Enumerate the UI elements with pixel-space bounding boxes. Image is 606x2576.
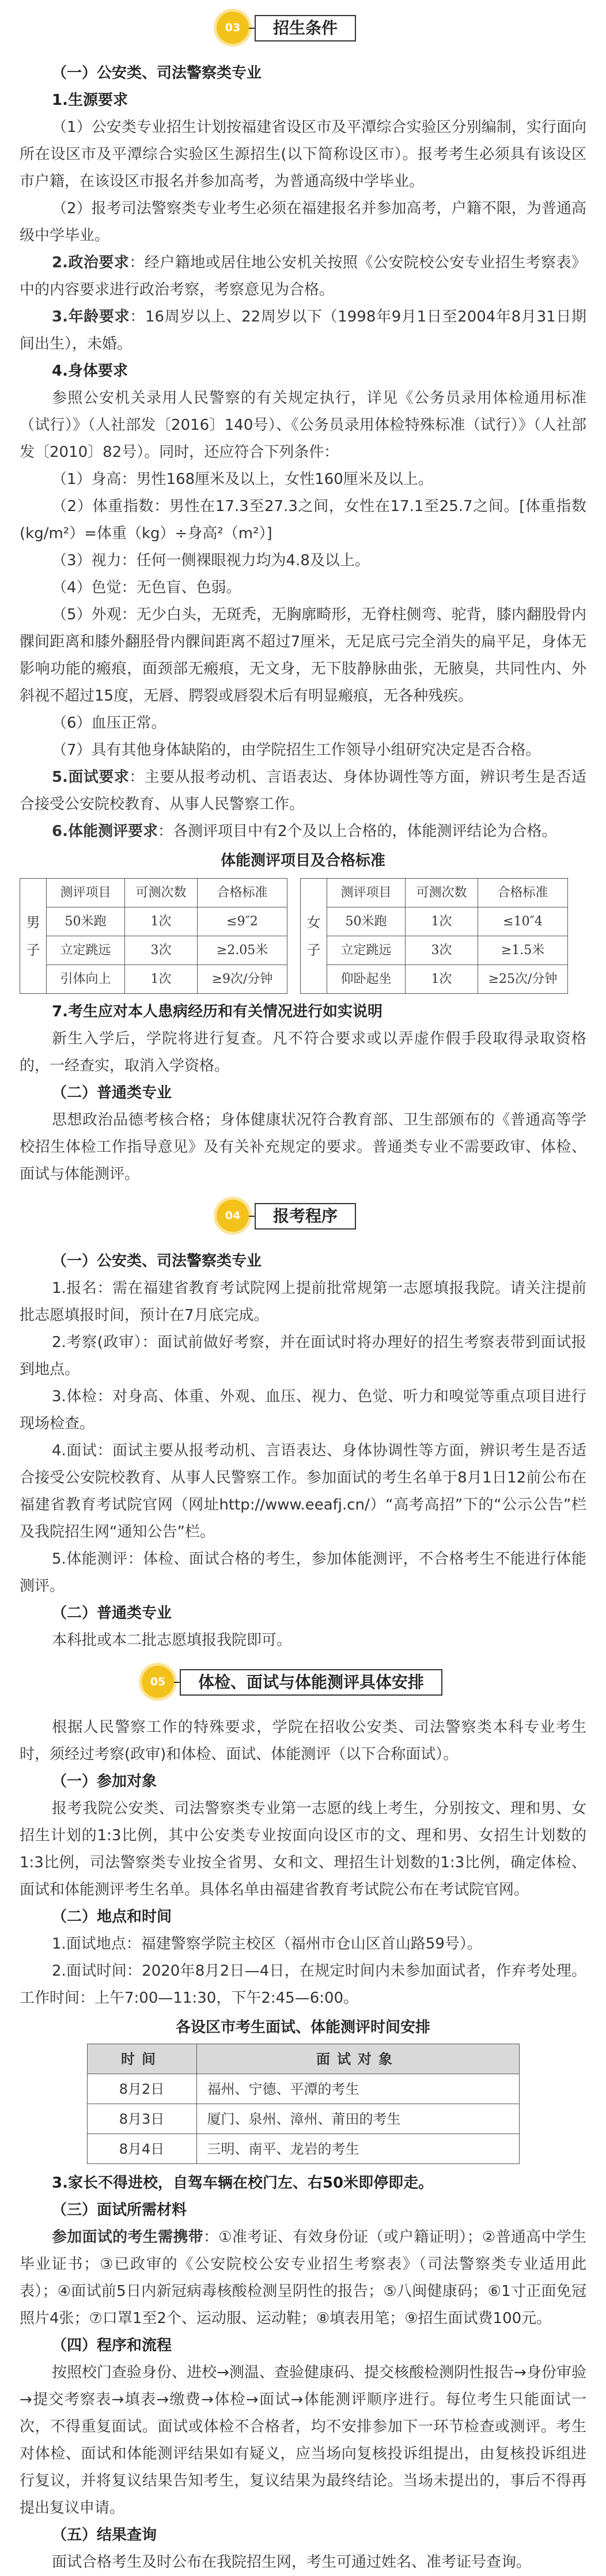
table-header: 面试对象 <box>196 2044 519 2074</box>
paragraph: （2）报考司法警察类专业考生必须在福建报名并参加高考，户籍不限，为普通高级中学毕业。 <box>20 200 586 244</box>
page <box>0 12 606 2571</box>
fitness-tables <box>20 878 586 994</box>
paragraph: 本科批或本二批志愿填报我院即可。 <box>52 1632 292 1649</box>
heading: （四）程序和流程 <box>52 2337 172 2354</box>
heading: （二）普通类专业 <box>52 1605 172 1622</box>
paragraph: 4.面试：面试主要从报考动机、言语表达、身体协调性等方面，辨识考生是否适合接受公安院校教育、从事人民警察工作。参加面试的考生名单于8月1日12前公布在福建省教育考试院官网（网址http://www.eeafj.cn/）“高考高招”下的“公示公告”栏及我院招生网“通知公告”栏。 <box>20 1442 586 1541</box>
paragraph: 参加面试的考生需携带：①准考证、有效身份证（或户籍证明）；②普通高中学生毕业证书；③已政审的《公安院校公安专业招生考察表》（司法警察类专业适用此表）；④面试前5日内新冠病毒核酸检测呈阴性的报告；⑤八闽健康码；⑥1寸正面免冠照片4张；⑦口罩1至2个、运动服、运动鞋；⑧填表用笔；⑨招生面试费100元。 <box>20 2229 586 2327</box>
table-header: 时间 <box>87 2044 196 2074</box>
label: 5.面试要求 <box>52 769 130 786</box>
heading: （一）公安类、司法警察类专业 <box>52 65 262 82</box>
table-row: 立定跳远 3次 ≥2.05米 <box>20 936 287 965</box>
paragraph: （3）视力：任何一侧裸眼视力均为4.8及以上。 <box>52 552 370 569</box>
paragraph: 1.报名：需在福建省教育考试院网上提前批常规第一志愿填报我院。请关注提前批志愿填报时间，预计在7月底完成。 <box>20 1280 586 1324</box>
heading: （一）公安类、司法警察类专业 <box>52 1253 262 1270</box>
table-row: 仰卧起坐 1次 ≥25次/分钟 <box>301 965 568 994</box>
section-banner-04 <box>217 1200 389 1233</box>
paragraph: （5）外观：无少白头，无斑秃，无胸廓畸形，无脊柱侧弯、驼背，膝内翻股骨内髁间距离和膝外翻胫骨内髁间距离不超过7厘米，无足底弓完全消失的扁平足，身体无影响功能的瘢痕，面颈部无瘢痕，无文身，无下肢静脉曲张，无腋臭，共同性内、外斜视不超过15度，无唇、腭裂或唇裂术后有明显瘢痕，无各种残疾。 <box>20 606 586 705</box>
table-row: 引体向上 1次 ≥9次/分钟 <box>20 965 287 994</box>
paragraph: 6.体能测评要求：各测评项目中有2个及以上合格的，体能测评结论为合格。 <box>52 823 557 840</box>
paragraph: 5.体能测评：体检、面试合格的考生，参加体能测评，不合格考生不能进行体能测评。 <box>20 1550 586 1595</box>
subheading: 1.生源要求 <box>52 92 128 109</box>
table-header: 合格标准 <box>478 879 568 907</box>
paragraph: 参照公安机关录用人民警察的有关规定执行，详见《公务员录用体检通用标准（试行）》（人社部发〔2016〕140号）、《公务员录用体检特殊标准（试行）》（人社部发〔2010〕82号）。同时，还应符合下列条件： <box>20 389 586 461</box>
paragraph: （4）色觉：无色盲、色弱。 <box>52 579 241 596</box>
paragraph: 新生入学后，学院将进行复查。凡不符合要求或以弄虚作假手段取得录取资格的，一经查实，取消入学资格。 <box>20 1030 586 1075</box>
section-title: 体检、面试与体能测评具体安排 <box>180 1669 442 1696</box>
section-number-badge: 04 <box>217 1200 249 1232</box>
table-header: 可测次数 <box>406 879 478 907</box>
subheading: 4.身体要求 <box>52 362 128 380</box>
label: 2.政治要求 <box>52 254 130 271</box>
subheading: 7.考生应对本人患病经历和有关情况进行如实说明 <box>52 1003 382 1020</box>
fitness-table-female <box>300 878 568 994</box>
paragraph: 2.考察(政审）：面试前做好考察，并在面试时将办理好的招生考察表带到面试报到地点。 <box>20 1334 586 1378</box>
paragraph: 面试合格考生及时公布在我院招生网，考生可通过姓名、准考证号查询。 <box>52 2554 532 2571</box>
table-row: 50米跑 1次 ≤9″2 <box>20 907 287 936</box>
table-row: 立定跳远 3次 ≥1.5米 <box>301 936 568 965</box>
section-banner-05 <box>142 1666 464 1699</box>
table-header: 测评项目 <box>47 879 125 907</box>
table-header: 测评项目 <box>327 879 406 907</box>
schedule-table-title: 各设区市考生面试、体能测评时间安排 <box>175 2019 430 2036</box>
paragraph: 3.家长不得进校，自驾车辆在校门左、右50米即停即走。 <box>52 2174 434 2192</box>
section-number-badge: 03 <box>217 12 249 44</box>
paragraph: 1.面试地点：福建警察学院主校区（福州市仓山区首山路59号）。 <box>52 1935 482 1953</box>
paragraph: 根据人民警察工作的特殊要求，学院在招收公安类、司法警察类本科专业考生时，须经过考察(政审)和体检、面试、体能测评（以下合称面试）。 <box>20 1719 586 1763</box>
paragraph: 2.面试时间：2020年8月2日—4日，在规定时间内未参加面试者，作弃考处理。工作时间：上午7:00—11:30，下午2:45—6:00。 <box>20 1962 586 2007</box>
label: 参加面试的考生需携带 <box>52 2229 203 2246</box>
paragraph: 2.政治要求：经户籍地或居住地公安机关按照《公安院校公安专业招生考察表》中的内容要求进行政治考察，考察意见为合格。 <box>20 254 586 298</box>
schedule-table <box>87 2044 520 2164</box>
table-row: 8月4日 三明、南平、龙岩的考生 <box>87 2134 519 2164</box>
heading: （二）地点和时间 <box>52 1908 172 1926</box>
gender-label: 女子 <box>301 879 327 994</box>
paragraph: （2）体重指数：男性在17.3至27.3之间，女性在17.1至25.7之间。[体重指数(kg/m²）=体重（kg）÷身高²（m²）] <box>20 498 586 542</box>
paragraph: （6）血压正常。 <box>52 714 166 732</box>
paragraph: 3.体检：对身高、体重、外观、血压、视力、色觉、听力和嗅觉等重点项目进行现场检查。 <box>20 1388 586 1432</box>
heading: （二）普通类专业 <box>52 1084 172 1102</box>
paragraph: （7）具有其他身体缺陷的，由学院招生工作领导小组研究决定是否合格。 <box>52 742 541 759</box>
label: 3.年龄要求 <box>52 308 130 326</box>
section-number-badge: 05 <box>142 1666 174 1698</box>
heading: （三）面试所需材料 <box>52 2201 187 2219</box>
fitness-table-male <box>20 878 287 994</box>
paragraph: 报考我院公安类、司法警察类专业第一志愿的线上考生，分别按文、理和男、女招生计划的1:3比例，其中公安类专业按面向设区市的文、理和男、女招生计划数的1:3比例，司法警察类专业按全省男、女和文、理招生计划数的1:3比例，确定体检、面试和体能测评考生名单。具体名单由福建省教育考试院公布在考试院官网。 <box>20 1800 586 1898</box>
table-row: 8月2日 福州、宁德、平潭的考生 <box>87 2074 519 2104</box>
table-header: 合格标准 <box>198 879 287 907</box>
label: 6.体能测评要求 <box>52 823 158 840</box>
section-title: 报考程序 <box>255 1203 356 1230</box>
section-banner-03 <box>217 12 389 45</box>
paragraph: 思想政治品德考核合格；身体健康状况符合教育部、卫生部颁布的《普通高等学校招生体检工作指导意见》及有关补充规定的要求。普通类专业不需要政审、体检、面试与体能测评。 <box>20 1111 586 1183</box>
paragraph: （1）身高：男性168厘米及以上，女性160厘米及以上。 <box>52 471 433 488</box>
heading: （五）结果查询 <box>52 2526 157 2544</box>
section-title: 招生条件 <box>255 15 356 41</box>
table-row: 8月3日 厦门、泉州、漳州、莆田的考生 <box>87 2104 519 2134</box>
table-header: 可测次数 <box>125 879 198 907</box>
paragraph: 按照校门查验身份、进校→测温、查验健康码、提交核酸检测阴性报告→身份审验→提交考察表→填表→缴费→体检→面试→体能测评顺序进行。每位考生只能面试一次，不得重复面试。面试或体检不合格者，均不安排参加下一环节检查或测评。考生对体检、面试和体能测评结果如有疑义，应当场向复核投诉组提出，由复核投诉组进行复议，并将复议结果告知考生，复议结果为最终结论。当场未提出的，事后不得再提出复议申请。 <box>20 2364 586 2517</box>
paragraph: 3.年龄要求：16周岁以上、22周岁以下（1998年9月1日至2004年8月31日期间出生），未婚。 <box>20 308 586 353</box>
heading: （一）参加对象 <box>52 1773 157 1790</box>
gender-label: 男子 <box>20 879 47 994</box>
paragraph: 5.面试要求：主要从报考动机、言语表达、身体协调性等方面，辨识考生是否适合接受公安院校教育、从事人民警察工作。 <box>20 769 586 813</box>
fitness-table-title: 体能测评项目及合格标准 <box>220 852 385 869</box>
table-row: 50米跑 1次 ≤10″4 <box>301 907 568 936</box>
paragraph: （1）公安类专业招生计划按福建省设区市及平潭综合实验区分别编制，实行面向所在设区市及平潭综合实验区生源招生(以下简称设区市）。报考考生必须具有该设区市户籍，在该设区市报名并参加高考，为普通高级中学毕业。 <box>20 119 586 190</box>
